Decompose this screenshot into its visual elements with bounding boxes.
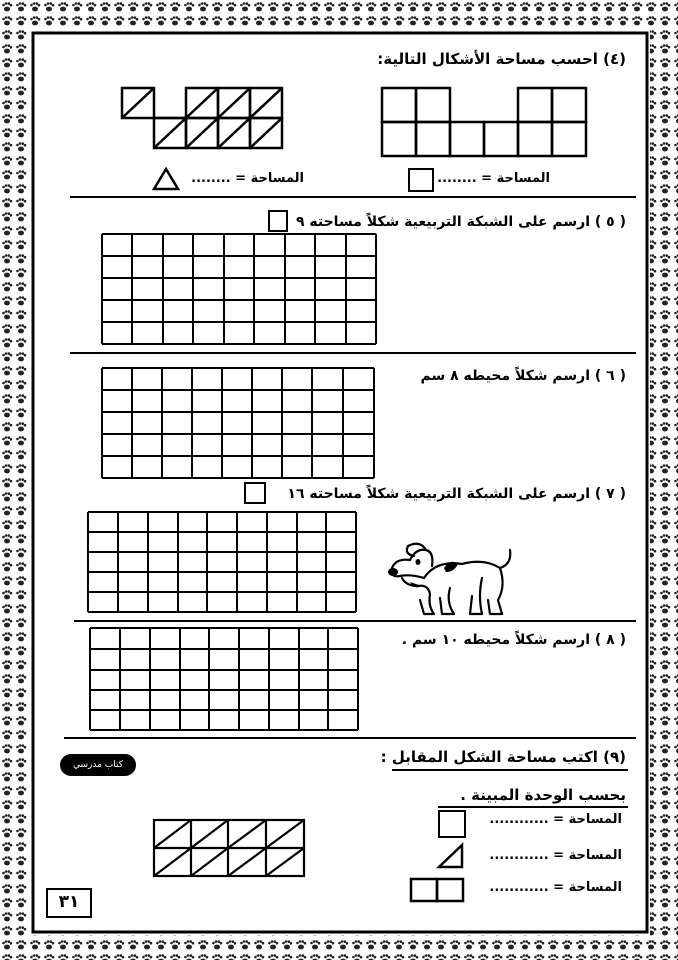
q6-grid (100, 366, 376, 480)
q7-title: ( ٧ ) ارسم على الشبكة التربيعية شكلاً مساحته ١٦ (287, 486, 626, 502)
book-badge: كتاب مدرسي (60, 754, 136, 776)
square-unit-icon (268, 210, 288, 232)
q9-subtitle-underline (438, 806, 628, 808)
q4-shape-triangles (118, 84, 298, 152)
q4-area-left-label: المساحة = ........ (191, 171, 304, 186)
divider-2 (70, 352, 636, 354)
q4-shape-squares (378, 84, 598, 160)
square-unit-icon (244, 482, 266, 504)
q4-area-right-label: المساحة = ........ (437, 171, 550, 186)
q8-title: ( ٨ ) ارسم شكلاً محيطه ١٠ سم . (401, 632, 626, 648)
q4-title: (٤) احسب مساحة الأشكال التالية: (377, 50, 626, 68)
divider-4 (64, 737, 636, 739)
page-number: ٣١ (46, 888, 92, 918)
dog-cartoon-icon (384, 538, 516, 620)
q6-title: ( ٦ ) ارسم شكلاً محيطه ٨ سم (420, 368, 626, 384)
square-unit-icon (438, 810, 466, 838)
q9-title-underline (392, 769, 628, 771)
q9-title: (٩) اكتب مساحة الشكل المقابل : (380, 748, 626, 766)
half-square-unit-icon (436, 842, 466, 870)
domino-unit-icon (408, 876, 468, 904)
triangle-unit-icon (152, 166, 180, 192)
divider-1 (70, 196, 636, 198)
divider-3 (74, 620, 636, 622)
q9-shape (150, 816, 310, 880)
q5-grid (100, 232, 378, 346)
q9-subtitle: بحسب الوحدة المبينة . (460, 786, 626, 804)
q9-area-line-2: المساحة = ............ (489, 848, 622, 863)
q7-grid (86, 510, 358, 614)
q8-grid (88, 626, 360, 732)
q5-title: ( ٥ ) ارسم على الشبكة التربيعية شكلاً مساحته ٩ (295, 214, 626, 230)
square-unit-icon (408, 168, 434, 192)
q9-area-line-1: المساحة = ............ (489, 812, 622, 827)
q9-area-line-3: المساحة = ............ (489, 880, 622, 895)
